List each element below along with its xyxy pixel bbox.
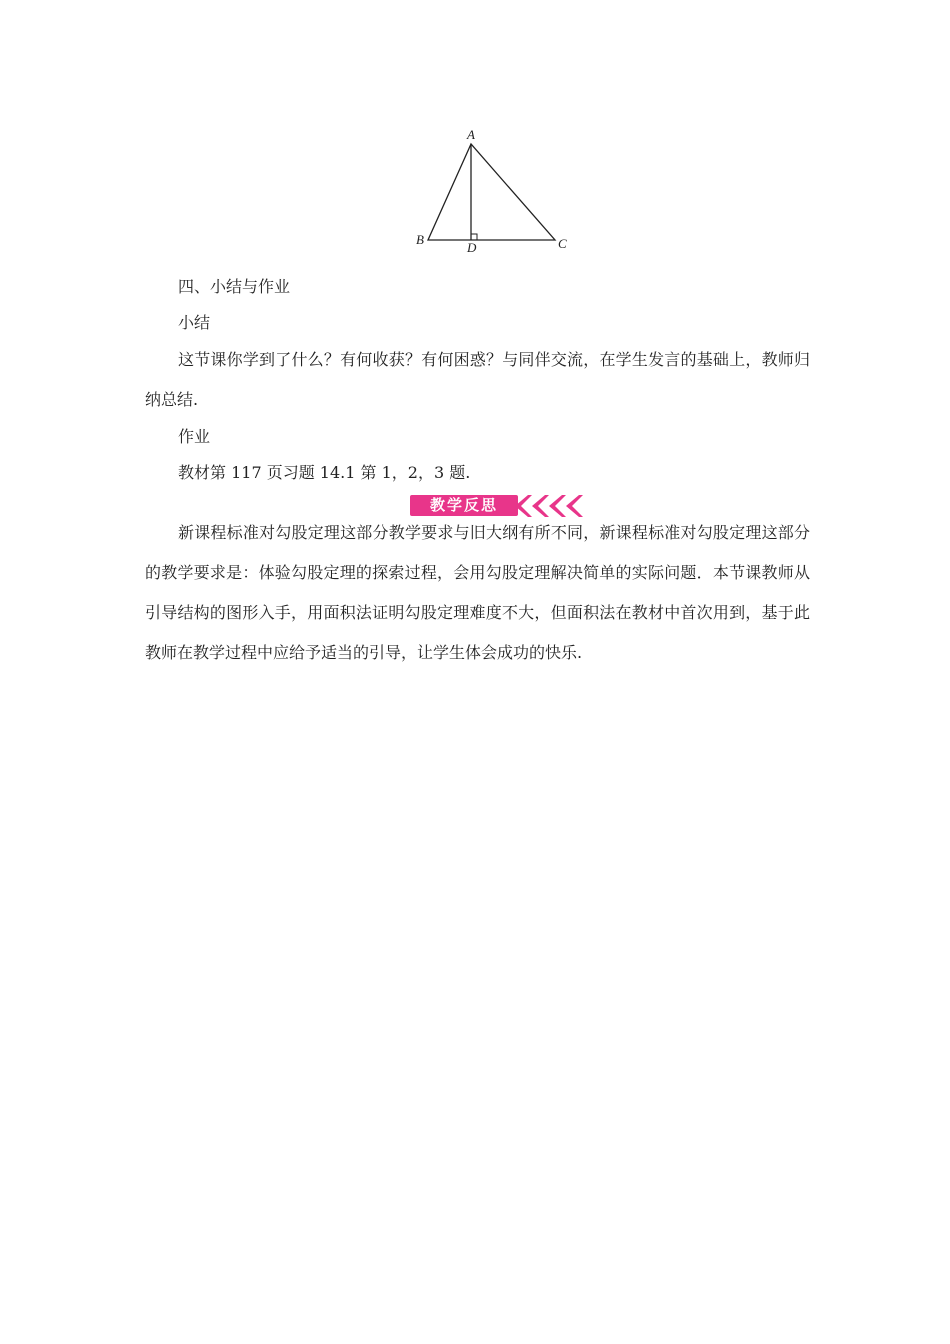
homework-heading: 作业 bbox=[178, 427, 211, 446]
reflection-paragraph: 新课程标准对勾股定理这部分教学要求与旧大纲有所不同，新课程标准对勾股定理这部分的教学要求是：体验勾股定理的探索过程，会用勾股定理解决简单的实际问题．本节课教师从引导结构的图形入手，用面积法证明勾股定理难度不大，但面积法在教材中首次用到，基于此教师在教学过程中应给予适当的引导，让学生体会成功的快乐. bbox=[145, 523, 810, 662]
triangle-figure bbox=[400, 122, 590, 262]
triangle-diagram bbox=[400, 122, 590, 262]
banner-label: 教学反思 bbox=[429, 496, 498, 514]
triangle-abc bbox=[428, 144, 555, 240]
vertex-label-b: B bbox=[416, 232, 424, 247]
section-heading: 四、小结与作业 bbox=[178, 277, 291, 296]
homework-text: 教材第 117 页习题 14.1 第 1，2，3 题. bbox=[178, 463, 471, 482]
summary-heading: 小结 bbox=[178, 313, 211, 332]
vertex-label-d: D bbox=[467, 240, 477, 255]
vertex-label-c: C bbox=[558, 236, 567, 251]
summary-paragraph: 这节课你学到了什么？有何收获？有何困惑？与同伴交流，在学生发言的基础上，教师归纳总结. bbox=[145, 350, 810, 409]
vertex-label-a: A bbox=[467, 127, 475, 142]
